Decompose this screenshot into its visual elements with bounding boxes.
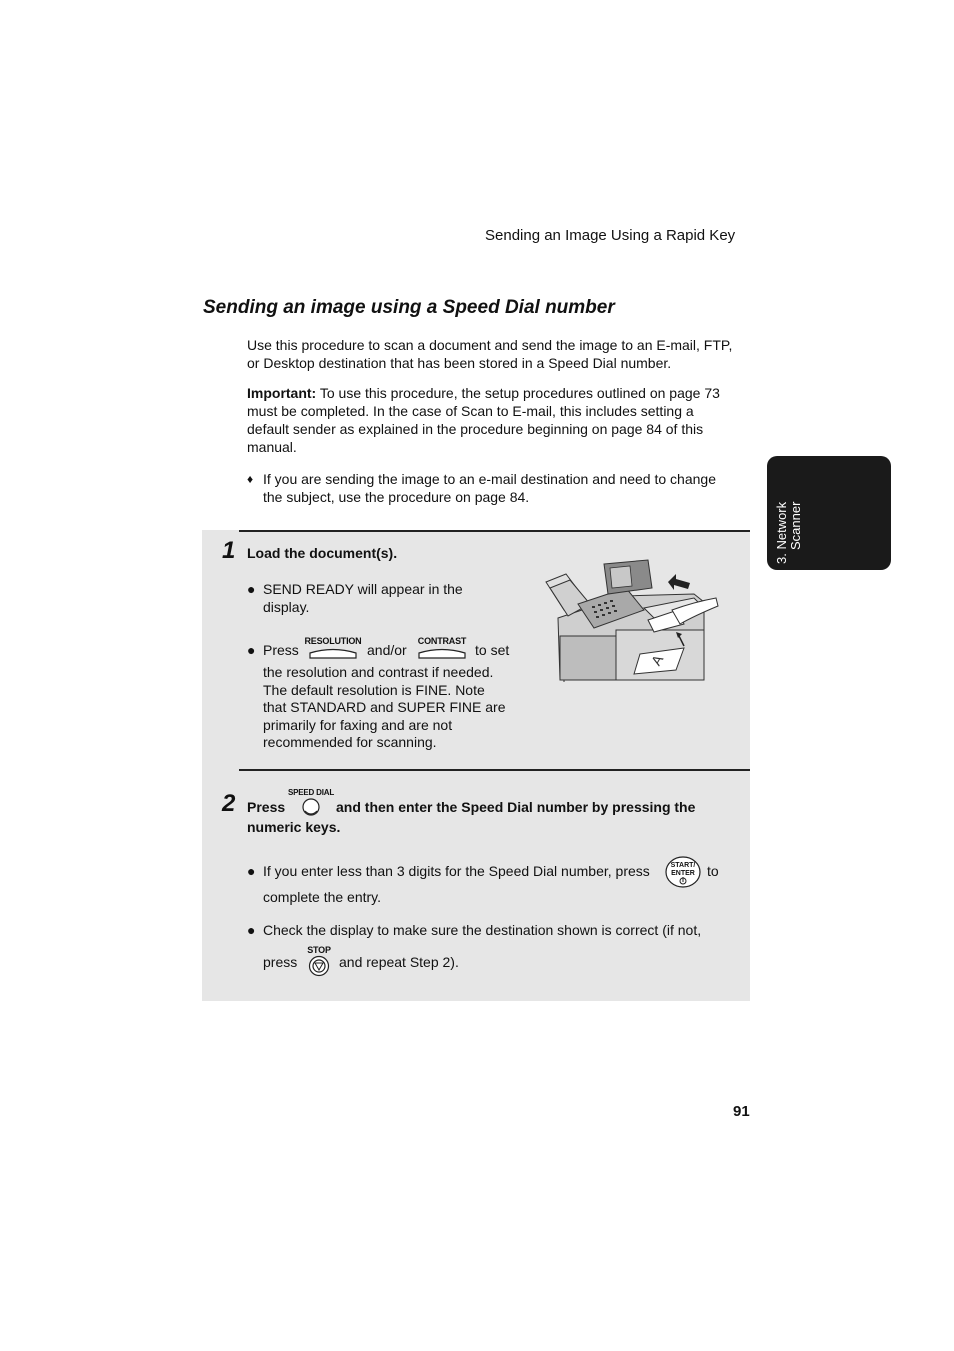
bullet-line: the resolution and contrast if needed. [263, 664, 494, 680]
bullet-line: primarily for faxing and are not [263, 716, 453, 733]
stop-key-button[interactable] [302, 945, 336, 979]
fax-machine-illustration [544, 558, 720, 682]
important-line: must be completed. In the case of Scan to E-mail, this includes setting a [247, 403, 694, 419]
note-line: the subject, use the procedure on page 84. [263, 489, 530, 505]
page-number: 91 [733, 1103, 750, 1120]
important-line: default sender as explained in the procedure beginning on page 84 of this [247, 421, 704, 437]
start-enter-key-icon [664, 855, 702, 889]
step2-number: 2 [222, 790, 236, 817]
intro-paragraph [247, 336, 747, 372]
running-header: Sending an Image Using a Rapid Key [485, 227, 736, 244]
bullet-andor-text: and/or [367, 642, 407, 658]
key-shape-icon [308, 646, 358, 660]
important-line: manual. [247, 439, 297, 455]
intro-line: or Desktop destination that has been stored in a Speed Dial number. [247, 355, 672, 371]
start-enter-key-button[interactable] [664, 855, 702, 889]
speed-dial-key-button[interactable] [288, 788, 334, 818]
stop-key-label: STOP [307, 945, 331, 955]
bullet-dot-icon: ● [247, 922, 256, 938]
key-shape-icon [417, 646, 467, 660]
step2-bullet1-to: to [707, 863, 719, 879]
bullet-dot-icon: ● [247, 581, 256, 597]
step1-title: Load the document(s). [247, 545, 398, 561]
step2-title: and then enter the Speed Dial number by pressing the [336, 799, 696, 815]
step2-bullet2-line1: Check the display to make sure the destination shown is correct (if not, [263, 922, 702, 938]
bullet-line: SEND READY will appear in the [263, 581, 463, 597]
note-line: If you are sending the image to an e-mail destination and need to change [263, 471, 716, 487]
round-key-icon [301, 797, 321, 817]
important-paragraph [247, 384, 747, 456]
resolution-key-button[interactable] [304, 636, 362, 666]
chapter-tab-line: 3. Network [774, 501, 789, 564]
diamond-bullet-icon: ♦ [247, 472, 254, 486]
chapter-tab [767, 456, 891, 570]
chapter-tab-line: Scanner [788, 501, 803, 550]
stop-key-icon [308, 955, 330, 977]
chapter-tab-label [775, 502, 803, 564]
resolution-key-label: RESOLUTION [304, 636, 362, 646]
note-item [247, 470, 747, 510]
important-line: To use this procedure, the setup procedures outlined on page 73 [319, 385, 720, 401]
step1-number: 1 [222, 537, 236, 564]
bullet-toset-text: to set [475, 642, 510, 658]
intro-line: Use this procedure to scan a document and send the image to an E-mail, FTP, [247, 337, 733, 353]
bullet-line: that STANDARD and SUPER FINE are [263, 699, 506, 715]
bullet-line: recommended for scanning. [263, 734, 437, 750]
start-key-label-1: START/ [670, 862, 696, 869]
step1-top-rule [239, 530, 750, 532]
step2-bullet2-press: press [263, 954, 298, 970]
important-label: Important: [247, 385, 317, 401]
start-key-label-2: ENTER [671, 870, 695, 877]
step1-bullet2-body [263, 664, 505, 752]
step2-title-line2: numeric keys. [247, 819, 341, 835]
bullet-press-text: Press [263, 642, 299, 658]
bullet-dot-icon: ● [247, 863, 256, 879]
step1-bullet [247, 580, 517, 620]
contrast-key-button[interactable] [413, 636, 471, 666]
speed-dial-key-label: SPEED DIAL [288, 788, 335, 797]
step2-press-text: Press [247, 799, 286, 815]
svg-text:A: A [647, 652, 667, 669]
step2-bullet1-line2: complete the entry. [263, 889, 382, 905]
step2-bullet1-text: If you enter less than 3 digits for the Speed Dial number, press [263, 863, 650, 879]
step2-top-rule [239, 769, 750, 771]
section-title: Sending an image using a Speed Dial number [203, 297, 615, 318]
bullet-line: The default resolution is FINE. Note [263, 681, 485, 698]
bullet-dot-icon: ● [247, 642, 256, 658]
bullet-line: display. [263, 599, 310, 615]
step2-bullet2-rest: and repeat Step 2). [339, 954, 459, 970]
contrast-key-label: CONTRAST [417, 636, 467, 646]
